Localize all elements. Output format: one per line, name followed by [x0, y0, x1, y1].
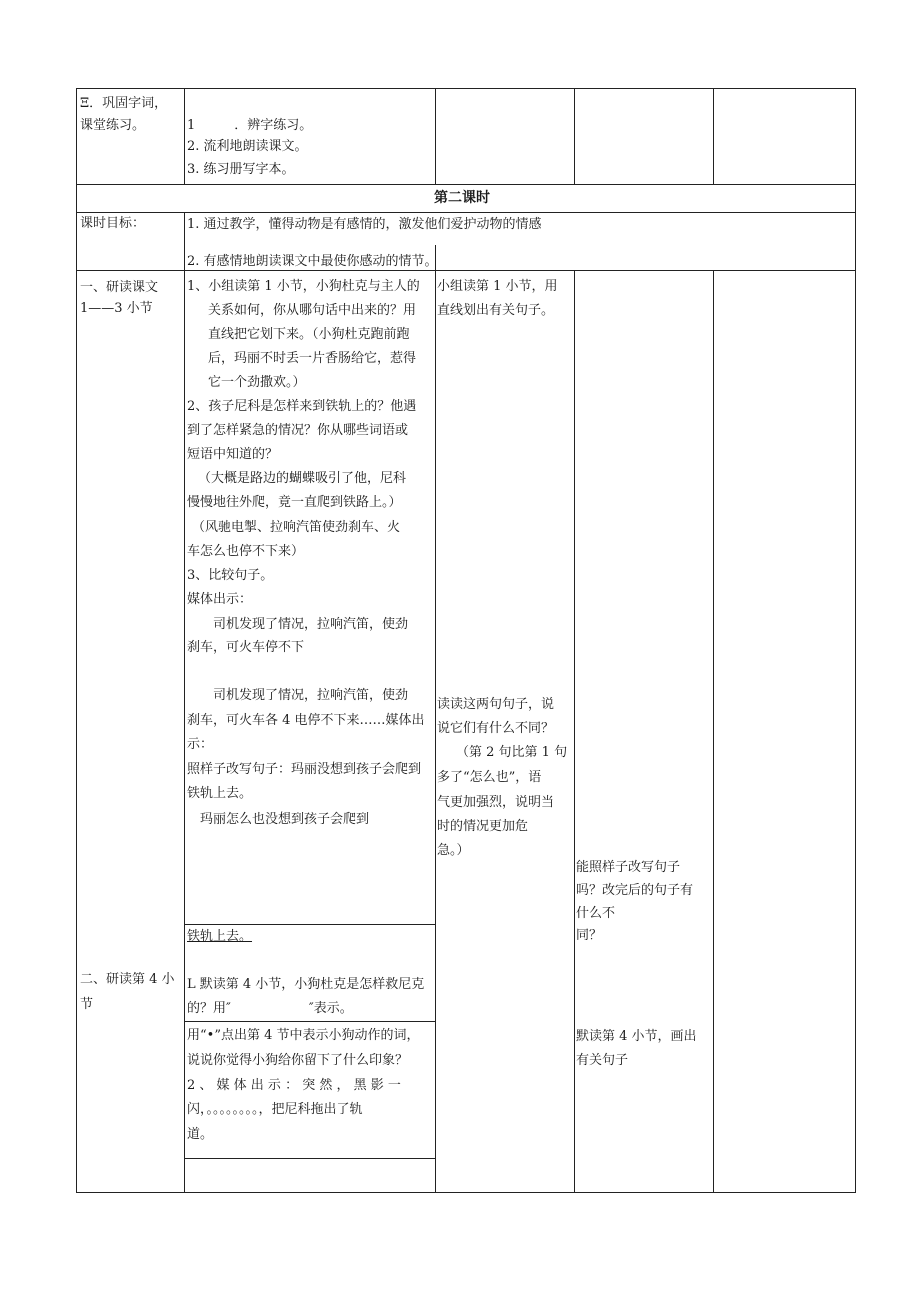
activity-line: 到了怎样紧急的情况？你从哪些词语或 — [187, 423, 409, 438]
design-intent: 什么不 — [576, 906, 616, 921]
row-divider — [76, 270, 856, 271]
activity-line: 司机发现了情况，拉响汽笛，使劲 — [213, 688, 409, 703]
cell-divider — [184, 1021, 435, 1022]
column-divider — [713, 270, 714, 1193]
student-activity: （第 2 句比第 1 句 — [456, 745, 568, 760]
column-divider — [184, 212, 185, 1193]
activity-line: L 默读第 4 小节，小狗杜克是怎样救尼克 — [187, 977, 425, 992]
activity-line: 2 、 媒 体 出 示 ： 突 然 ， 黑 影 一 — [187, 1078, 401, 1093]
activity-line: 短语中知道的？ — [187, 447, 279, 462]
row-divider — [76, 184, 856, 185]
activity-line: 照样子改写句子：玛丽没想到孩子会爬到 — [187, 762, 422, 777]
activity-line: 它一个劲撒欢。） — [208, 375, 306, 390]
column-divider — [574, 270, 575, 1193]
cell-divider — [184, 1158, 435, 1159]
student-activity: 时的情况更加危 — [437, 819, 529, 834]
column-divider — [435, 88, 436, 185]
stage-label: 1——3 小节 — [80, 301, 153, 316]
column-divider — [713, 88, 714, 185]
table-border-bottom — [76, 1192, 856, 1193]
activity-line: 道。 — [187, 1127, 214, 1142]
activity-line: （大概是路边的蝴蝶吸引了他，尼科 — [198, 471, 407, 486]
activity-line: （风驰电掣、拉响汽笛使劲刹车、火 — [192, 520, 401, 535]
student-activity: 小组读第 1 小节，用 — [437, 279, 558, 294]
cell-divider — [184, 924, 435, 925]
activity-line: 媒体出示： — [187, 592, 253, 607]
activity-line: 3. 练习册写字本。 — [187, 162, 295, 177]
activity-line: 直线把它划下来。（小狗杜克跑前跑 — [208, 327, 410, 342]
stage-label: 课堂练习。 — [80, 118, 146, 133]
student-activity: 直线划出有关句子。 — [437, 303, 555, 318]
goal-item: 2. 有感情地朗读课文中最使你感动的情节。 — [187, 254, 438, 269]
student-activity: 急。） — [437, 843, 470, 858]
design-intent: 吗？改完后的句子有 — [576, 883, 694, 898]
column-divider — [435, 245, 436, 1193]
activity-line: 1、小组读第 1 小节，小狗杜克与主人的 — [187, 279, 420, 294]
activity-line: 示： — [187, 737, 214, 752]
table-border-left — [76, 88, 77, 1193]
goal-item: 1. 通过教学，懂得动物是有感情的，激发他们爱护动物的情感 — [187, 217, 542, 232]
activity-line: 司机发现了情况，拉响汽笛，使劲 — [213, 617, 409, 632]
activity-line: 3、比较句子。 — [187, 568, 274, 583]
table-border-top — [76, 88, 856, 89]
activity-line: 玛丽怎么也没想到孩子会爬到 — [200, 812, 370, 827]
student-activity: 多了“怎么也”，语 — [437, 770, 542, 785]
column-divider — [184, 88, 185, 185]
activity-line: 刹车，可火车停不下 — [187, 640, 305, 655]
design-intent: 默读第 4 小节，画出 — [576, 1029, 697, 1044]
activity-line: 后，玛丽不时丢一片香肠给它，惹得 — [208, 351, 417, 366]
table-border-right — [855, 88, 856, 1193]
activity-line: 刹车，可火车各 4 电停不下来……媒体出 — [187, 713, 425, 728]
stage-label: 一、研读课文 — [80, 280, 159, 295]
section-title: 第二课时 — [434, 190, 490, 206]
stage-label: Ξ．巩固字词， — [80, 96, 168, 111]
student-activity: 读读这两句句子，说 — [437, 697, 555, 712]
design-intent: 能照样子改写句子 — [576, 860, 681, 875]
activity-line: 2、孩子尼科是怎样来到铁轨上的？他遇 — [187, 399, 417, 414]
student-activity: 说它们有什么不同？ — [437, 721, 555, 736]
activity-line: 说说你觉得小狗给你留下了什么印象？ — [187, 1053, 409, 1068]
activity-line: 铁轨上去。 — [187, 786, 253, 801]
activity-line: 2. 流利地朗读课文。 — [187, 139, 308, 154]
activity-line: 慢慢地往外爬，竟一直爬到铁路上。） — [187, 495, 402, 510]
stage-label: 二、研读第 4 小 — [80, 972, 175, 987]
activity-line: 车怎么也停不下来） — [187, 544, 305, 559]
activity-line: 1 ．辨字练习。 — [187, 118, 313, 133]
student-activity: 气更加强烈，说明当 — [437, 795, 555, 810]
fill-in-answer: 铁轨上去。 — [187, 929, 253, 944]
goal-label: 课时目标： — [80, 216, 146, 231]
activity-line: 用“•”点出第 4 节中表示小狗动作的词， — [187, 1028, 420, 1043]
activity-line: 的？用″ ″表示。 — [187, 1001, 353, 1016]
activity-line: 关系如何，你从哪句话中出来的？用 — [208, 303, 417, 318]
column-divider — [574, 88, 575, 185]
row-divider — [76, 212, 856, 213]
activity-line: 闪，。。。。。。。。，把尼科拖出了轨 — [187, 1102, 363, 1117]
design-intent: 同？ — [576, 928, 603, 943]
design-intent: 有关句子 — [576, 1053, 629, 1068]
stage-label: 节 — [80, 997, 94, 1012]
